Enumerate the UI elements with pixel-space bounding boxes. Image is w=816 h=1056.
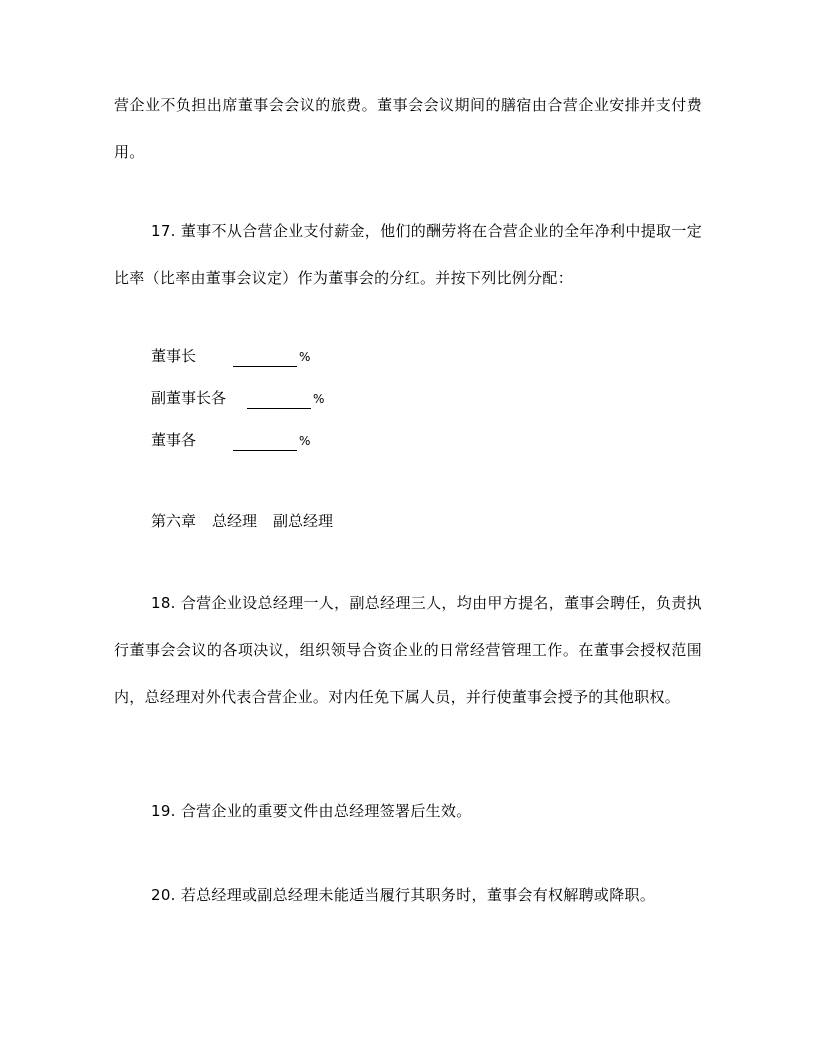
fill-in-blank — [247, 392, 311, 409]
chapter-title-general-manager: 总经理 — [212, 512, 258, 530]
paragraph-20: 20. 若总经理或副总经理未能适当履行其职务时，董事会有权解聘或降职。 — [151, 886, 656, 904]
percent-sign: % — [299, 434, 311, 448]
fill-in-blank — [233, 434, 297, 451]
allocation-label: 董事各 — [151, 431, 197, 449]
chapter-heading — [151, 510, 333, 532]
paragraph-17: 17. 董事不从合营企业支付薪金，他们的酬劳将在合营企业的全年净利中提取一定比率（比率由董事会议定）作为董事会的分红。并按下列比例分配： — [114, 222, 702, 287]
allocation-row-director — [151, 430, 310, 451]
allocation-row-chairman — [151, 346, 310, 367]
fill-in-blank — [233, 350, 297, 367]
paragraph-19: 19. 合营企业的重要文件由总经理签署后生效。 — [151, 802, 472, 820]
percent-sign: % — [299, 350, 311, 364]
allocation-label: 副董事长各 — [151, 389, 227, 407]
paragraph-travel-expenses: 营企业不负担出席董事会会议的旅费。董事会会议期间的膳宿由合营企业安排并支付费用。 — [114, 96, 702, 161]
chapter-title-deputy-general-manager: 副总经理 — [273, 512, 334, 530]
paragraph-18: 18. 合营企业设总经理一人，副总经理三人，均由甲方提名，董事会聘任，负责执行董事会会议的各项决议，组织领导合资企业的日常经营管理工作。在董事会授权范围内，总经理对外代表合营企业。对内任免下属人员，并行使董事会授予的其他职权。 — [114, 594, 702, 706]
chapter-number: 第六章 — [151, 512, 197, 530]
percent-sign: % — [313, 392, 325, 406]
allocation-row-vice-chairman — [151, 388, 324, 409]
allocation-label: 董事长 — [151, 347, 197, 365]
